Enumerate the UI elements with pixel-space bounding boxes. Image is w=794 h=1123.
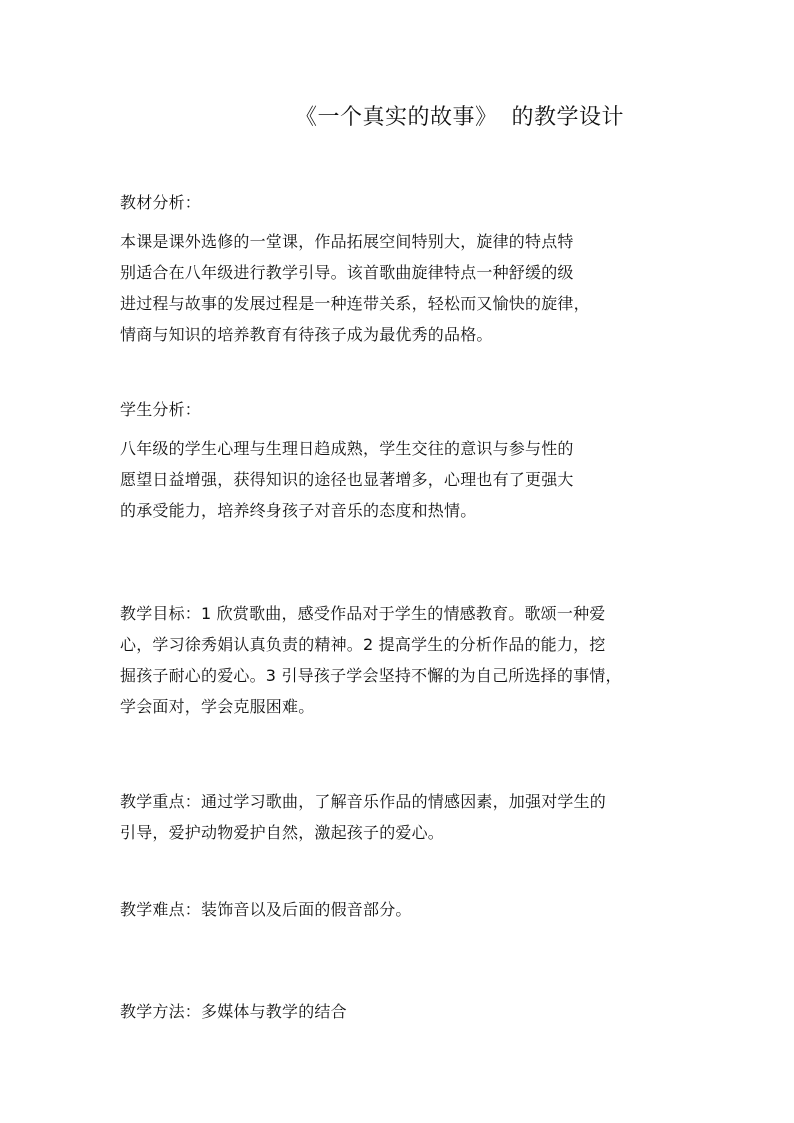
- key-points-line: 引导，爱护动物爱护自然，激起孩子的爱心。: [120, 823, 445, 842]
- teaching-method-line: 教学方法：多媒体与教学的结合: [120, 1002, 347, 1021]
- material-analysis-line: 别适合在八年级进行教学引导。该首歌曲旋律特点一种舒缓的级: [120, 263, 574, 282]
- teaching-goals-line: 学会面对，学会克服困难。: [120, 697, 315, 716]
- material-analysis-line: 情商与知识的培养教育有待孩子成为最优秀的品格。: [120, 325, 493, 344]
- student-analysis-line: 的承受能力，培养终身孩子对音乐的态度和热情。: [120, 501, 477, 520]
- student-analysis-paragraph: [120, 433, 680, 526]
- teaching-goals-line: 心，学习徐秀娟认真负责的精神。2 提高学生的分析作品的能力，挖: [120, 635, 606, 654]
- document-title: [295, 104, 624, 132]
- teaching-goals-paragraph: [120, 598, 680, 722]
- student-analysis-line: 八年级的学生心理与生理日趋成熟，学生交往的意识与参与性的: [120, 439, 574, 458]
- teaching-difficulty-line: 教学难点：装饰音以及后面的假音部分。: [120, 900, 412, 919]
- material-analysis-heading: 教材分析：: [120, 193, 202, 212]
- student-analysis-line: 愿望日益增强，获得知识的途径也显著增多，心理也有了更强大: [120, 470, 574, 489]
- student-analysis-heading: 学生分析：: [120, 400, 202, 419]
- document-title-main: 《一个真实的故事》: [295, 105, 498, 130]
- material-analysis-line: 本课是课外选修的一堂课，作品拓展空间特别大，旋律的特点特: [120, 232, 574, 251]
- key-points-line: 教学重点：通过学习歌曲，了解音乐作品的情感因素，加强对学生的: [120, 792, 607, 811]
- teaching-goals-line: 掘孩子耐心的爱心。3 引导孩子学会坚持不懈的为自己所选择的事情，: [120, 666, 622, 685]
- teaching-goals-line: 教学目标：1 欣赏歌曲，感受作品对于学生的情感教育。歌颂一种爱: [120, 604, 606, 623]
- material-analysis-paragraph: [120, 226, 680, 350]
- key-points-paragraph: [120, 786, 680, 848]
- document-title-suffix: 的教学设计: [511, 105, 625, 130]
- material-analysis-line: 进过程与故事的发展过程是一种连带关系，轻松而又愉快的旋律，: [120, 294, 590, 313]
